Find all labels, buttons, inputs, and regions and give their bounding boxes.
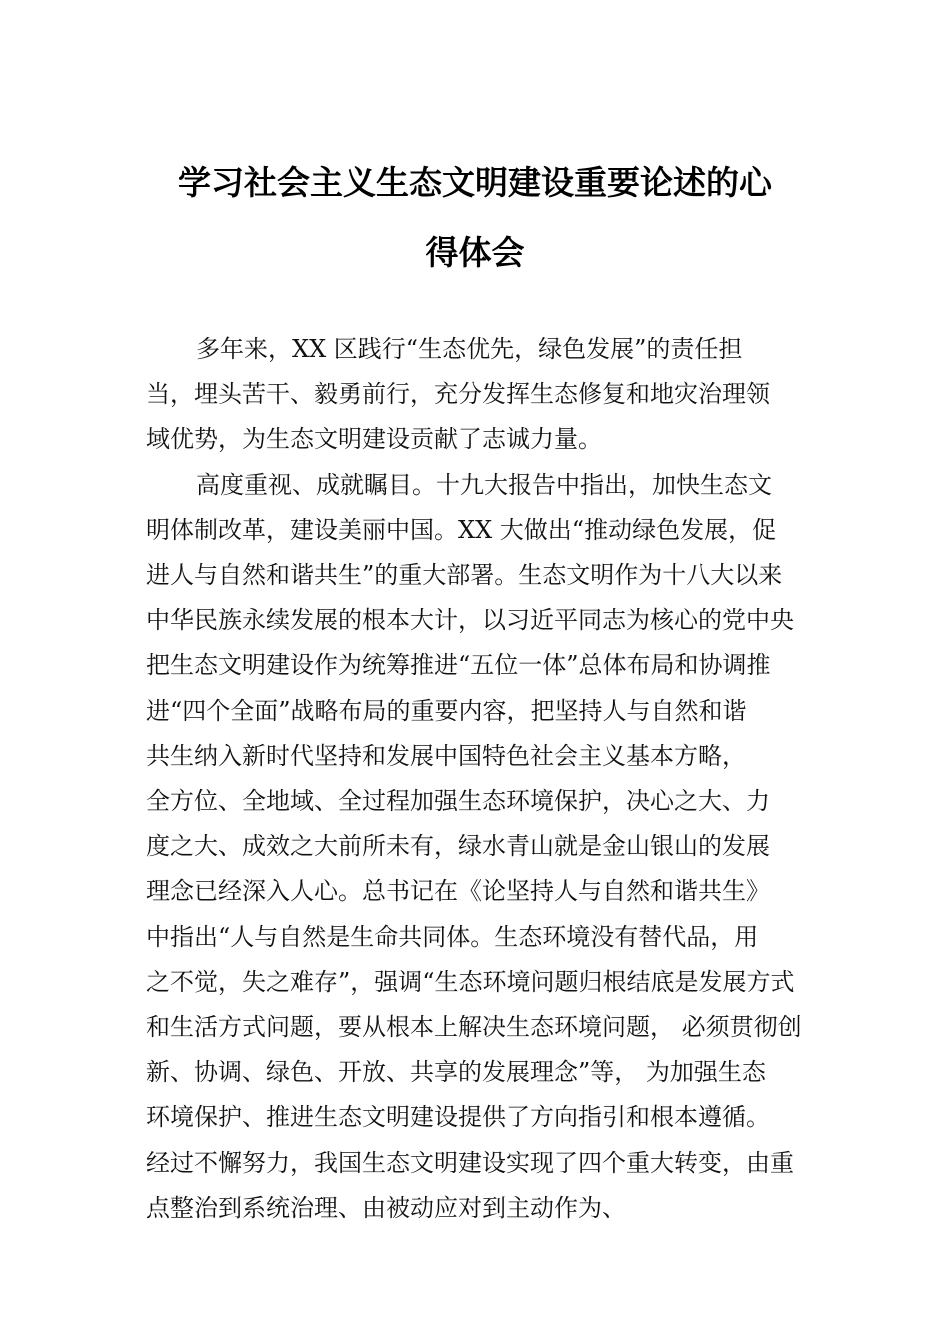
body-text-line: 新、协调、绿色、开放、共享的发展理念”等， 为加强生态: [146, 1058, 766, 1086]
body-text-line: 和生活方式问题，要从根本上解决生态环境问题， 必须贯彻创: [146, 1013, 802, 1041]
body-text-line: 理念已经深入人心。总书记在《论坚持人与自然和谐共生》: [146, 877, 770, 905]
body-text-line: 环境保护、推进生态文明建设提供了方向指引和根本遵循。: [146, 1103, 770, 1131]
body-text-line: 共生纳入新时代坚持和发展中国特色社会主义基本方略，: [146, 742, 746, 770]
body-text-line: 当，埋头苦干、毅勇前行，充分发挥生态修复和地灾治理领: [146, 380, 770, 408]
document-title-line-1: 学习社会主义生态文明建设重要论述的心: [178, 163, 772, 202]
body-text-line: 域优势，为生态文明建设贡献了志诚力量。: [146, 425, 602, 453]
body-text-line: 把生态文明建设作为统筹推进“五位一体”总体布局和协调推: [146, 651, 771, 679]
body-text-line: 进“四个全面”战略布局的重要内容，把坚持人与自然和谐: [146, 697, 747, 725]
document-title-line-2: 得体会: [425, 233, 525, 272]
body-text-line: 多年来，XX 区践行“生态优先，绿色发展”的责任担: [196, 335, 743, 363]
body-text-line: 度之大、成效之大前所未有，绿水青山就是金山银山的发展: [146, 832, 770, 860]
body-text-line: 明体制改革，建设美丽中国。XX 大做出“推动绿色发展，促: [146, 516, 777, 544]
body-text-line: 进人与自然和谐共生”的重大部署。生态文明作为十八大以来: [146, 561, 783, 589]
body-text-line: 点整治到系统治理、由被动应对到主动作为、: [146, 1194, 626, 1222]
body-text-line: 经过不懈努力，我国生态文明建设实现了四个重大转变，由重: [146, 1149, 794, 1177]
body-text-line: 中华民族永续发展的根本大计，以习近平同志为核心的党中央: [146, 606, 794, 634]
body-text-line: 之不觉，失之难存”，强调“生态环境问题归根结底是发展方式: [146, 968, 795, 996]
body-text-line: 高度重视、成就瞩目。十九大报告中指出，加快生态文: [196, 471, 772, 499]
body-text-line: 中指出“人与自然是生命共同体。生态环境没有替代品，用: [146, 923, 759, 951]
body-text-line: 全方位、全地域、全过程加强生态环境保护，决心之大、力: [146, 787, 770, 815]
